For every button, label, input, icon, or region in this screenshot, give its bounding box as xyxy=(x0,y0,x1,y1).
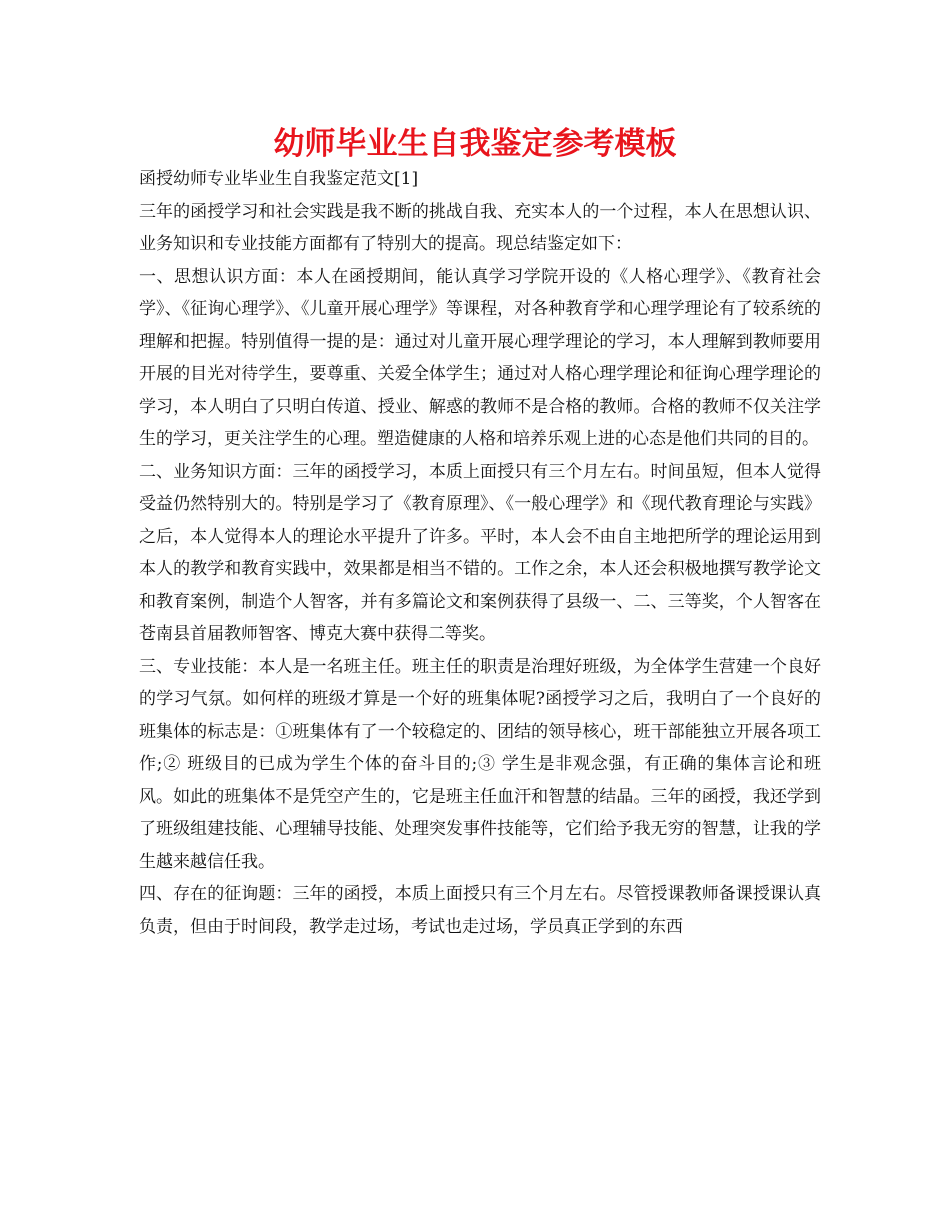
paragraph-intro: 三年的函授学习和社会实践是我不断的挑战自我、充实本人的一个过程，本人在思想认识、业务知识和专业技能方面都有了特别大的提高。现总结鉴定如下： xyxy=(139,201,821,254)
paragraph-section-2: 二、业务知识方面：三年的函授学习，本质上面授只有三个月左右。时间虽短，但本人觉得受益仍然特别大的。特别是学习了《教育原理》、《一般心理学》和《现代教育理论与实践》之后，本人觉得本人的理论水平提升了许多。平时，本人会不由自主地把所学的理论运用到本人的教学和教育实践中，效果都是相当不错的。工作之余，本人还会积极地撰写教学论文和教育案例，制造个人智客，并有多篇论文和案例获得了县级一、二、三等奖，个人智客在苍南县首届教师智客、博克大赛中获得二等奖。 xyxy=(139,461,821,644)
document-title: 幼师毕业生自我鉴定参考模板 xyxy=(273,126,677,162)
paragraph-section-1: 一、思想认识方面：本人在函授期间，能认真学习学院开设的《人格心理学》、《教育社会学》、《征询心理学》、《儿童开展心理学》等课程，对各种教育学和心理学理论有了较系统的理解和把握。特别值得一提的是：通过对儿童开展心理学理论的学习，本人理解到教师要用开展的目光对待学生，要尊重、关爱全体学生；通过对人格心理学理论和征询心理学理论的学习，本人明白了只明白传道、授业、解惑的教师不是合格的教师。合格的教师不仅关注学生的学习，更关注学生的心理。塑造健康的人格和培养乐观上进的心态是他们共同的目的。 xyxy=(139,266,821,449)
paragraph-section-4: 四、存在的征询题：三年的函授，本质上面授只有三个月左右。尽管授课教师备课授课认真负责，但由于时间段，教学走过场，考试也走过场，学员真正学到的东西 xyxy=(139,884,821,937)
document-body xyxy=(139,163,821,943)
paragraph-subtitle: 函授幼师专业毕业生自我鉴定范文[1] xyxy=(139,169,419,189)
paragraph-section-3: 三、专业技能：本人是一名班主任。班主任的职责是治理好班级，为全体学生营建一个良好的学习气氛。如何样的班级才算是一个好的班集体呢?函授学习之后，我明白了一个良好的班集体的标志是：①班集体有了一个较稳定的、团结的领导核心，班干部能独立开展各项工作;② 班级目的已成为学生个体的奋斗目的;③ 学生是非观念强，有正确的集体言论和班风。如此的班集体不是凭空产生的，它是班主任血汗和智慧的结晶。三年的函授，我还学到了班级组建技能、心理辅导技能、处理突发事件技能等，它们给予我无穷的智慧，让我的学生越来越信任我。 xyxy=(139,656,821,872)
